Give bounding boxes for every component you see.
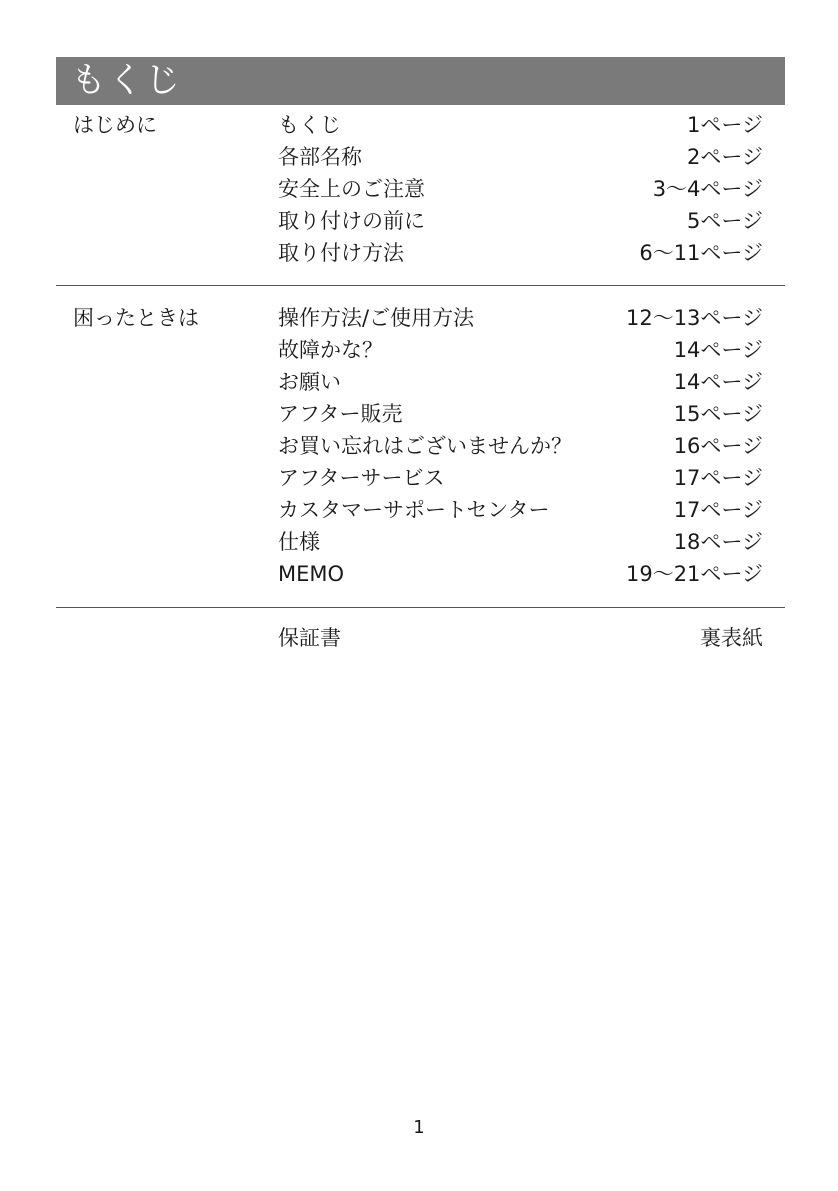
- toc-entry-list: [278, 302, 763, 590]
- toc-entry[interactable]: [278, 398, 763, 430]
- toc-entry[interactable]: [278, 334, 763, 366]
- toc-entry-page: 裏表紙: [700, 626, 763, 650]
- toc-entry[interactable]: [278, 141, 763, 173]
- toc-entry-page: 12〜13ページ: [625, 306, 763, 330]
- toc-entry[interactable]: [278, 430, 763, 462]
- toc-entry-label: MEMO: [278, 562, 345, 586]
- toc-entry-page: 1ページ: [687, 113, 763, 137]
- toc-entry-label: お買い忘れはございませんか？: [278, 434, 572, 458]
- section-category: 困ったときは: [73, 306, 199, 330]
- toc-title-bar: [56, 57, 785, 105]
- toc-entry[interactable]: [278, 237, 763, 269]
- toc-entry-page: 3〜4ページ: [652, 177, 763, 201]
- section-category: はじめに: [73, 113, 157, 137]
- toc-entry[interactable]: [278, 366, 763, 398]
- section-divider: [56, 607, 785, 608]
- toc-entry[interactable]: [278, 494, 763, 526]
- toc-entry-page: 17ページ: [673, 466, 763, 490]
- toc-entry-label: 取り付け方法: [278, 241, 404, 265]
- toc-entry-label: 故障かな？: [278, 338, 383, 362]
- toc-entry-page: 2ページ: [687, 145, 763, 169]
- toc-entry[interactable]: [278, 558, 763, 590]
- toc-entry[interactable]: [278, 205, 763, 237]
- toc-entry-list: [278, 622, 763, 654]
- toc-entry-page: 16ページ: [673, 434, 763, 458]
- toc-entry-label: お願い: [278, 370, 341, 394]
- toc-entry-page: 19〜21ページ: [625, 562, 763, 586]
- toc-entry[interactable]: [278, 526, 763, 558]
- toc-entry-page: 14ページ: [673, 338, 763, 362]
- toc-entry-label: もくじ: [278, 113, 341, 137]
- toc-entry-page: 6〜11ページ: [639, 241, 763, 265]
- toc-entry[interactable]: [278, 173, 763, 205]
- toc-entry-label: アフターサービス: [278, 466, 445, 490]
- section-divider: [56, 285, 785, 286]
- toc-entry-page: 5ページ: [687, 209, 763, 233]
- toc-entry-label: 仕様: [278, 530, 320, 554]
- toc-entry-label: 保証書: [278, 626, 341, 650]
- toc-entry-page: 15ページ: [673, 402, 763, 426]
- toc-entry-label: 取り付けの前に: [278, 209, 425, 233]
- toc-entry-label: 各部名称: [278, 145, 362, 169]
- toc-entry-label: アフター販売: [278, 402, 403, 426]
- toc-entry[interactable]: [278, 302, 763, 334]
- page-number: 1: [413, 1117, 425, 1138]
- toc-title: もくじ: [71, 61, 183, 101]
- toc-entry-label: 安全上のご注意: [278, 177, 425, 201]
- toc-entry[interactable]: [278, 109, 763, 141]
- toc-entry-label: 操作方法/ご使用方法: [278, 306, 475, 330]
- toc-entry[interactable]: [278, 622, 763, 654]
- toc-entry-list: [278, 109, 763, 269]
- toc-entry-page: 18ページ: [673, 530, 763, 554]
- toc-entry[interactable]: [278, 462, 763, 494]
- toc-entry-label: カスタマーサポートセンター: [278, 498, 550, 522]
- toc-entry-page: 17ページ: [673, 498, 763, 522]
- toc-entry-page: 14ページ: [673, 370, 763, 394]
